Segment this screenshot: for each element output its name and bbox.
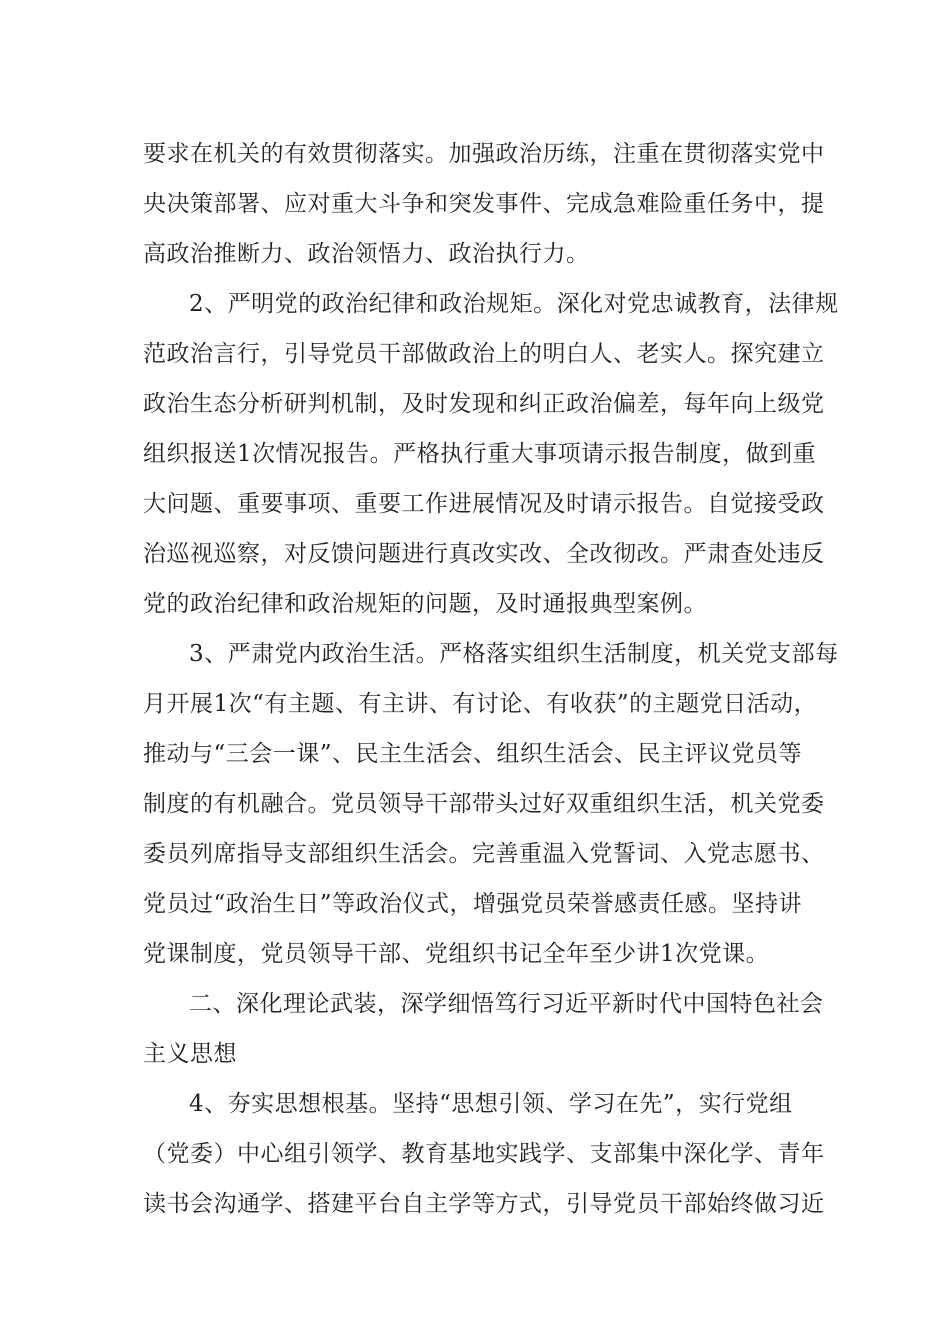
- text-line: 二、深化理论武装，深学细悟笃行习近平新时代中国特色社会: [189, 991, 824, 1017]
- text-line: 2、严明党的政治纪律和政治规矩。深化对党忠诚教育，法律规: [189, 291, 839, 317]
- section-heading-2: [143, 979, 823, 1079]
- text-line: 政治生态分析研判机制，及时发现和纠正政治偏差，每年向上级党: [143, 391, 825, 417]
- text-line: 月开展1次“有主题、有主讲、有讨论、有收获”的主题党日活动，: [143, 691, 818, 717]
- text-line: 央决策部署、应对重大斗争和突发事件、完成急难险重任务中，提: [143, 191, 825, 217]
- text-line: 大问题、重要事项、重要工作进展情况及时请示报告。自觉接受政: [143, 491, 825, 517]
- text-line: 治巡视巡察，对反馈问题进行真改实改、全改彻改。严肃查处违反: [143, 541, 825, 567]
- document-body: [143, 129, 839, 1229]
- text-line: 读书会沟通学、搭建平台自主学等方式，引导党员干部始终做习近: [143, 1191, 825, 1217]
- text-line: 党课制度，党员领导干部、党组织书记全年至少讲1次党课。: [143, 941, 770, 967]
- text-line: 要求在机关的有效贯彻落实。加强政治历练，注重在贯彻落实党中: [143, 141, 825, 167]
- paragraph-item-4: [143, 1079, 823, 1229]
- paragraph-continuation: [143, 129, 823, 279]
- text-line: 4、夯实思想根基。坚持“思想引领、学习在先”，实行党组: [189, 1091, 793, 1117]
- text-line: 主义思想: [143, 1041, 237, 1067]
- text-line: 推动与“三会一课”、民主生活会、组织生活会、民主评议党员等: [143, 741, 803, 767]
- text-line: 制度的有机融合。党员领导干部带头过好双重组织生活，机关党委: [143, 791, 825, 817]
- text-line: 范政治言行，引导党员干部做政治上的明白人、老实人。探究建立: [143, 341, 825, 367]
- text-line: （党委）中心组引领学、教育基地实践学、支部集中深化学、青年: [143, 1141, 825, 1167]
- paragraph-item-2: [143, 279, 839, 629]
- text-line: 党员过“政治生日”等政治仪式，增强党员荣誉感责任感。坚持讲: [143, 891, 803, 917]
- text-line: 高政治推断力、政治领悟力、政治执行力。: [143, 241, 590, 267]
- paragraph-item-3: [143, 629, 839, 979]
- text-line: 组织报送1次情况报告。严格执行重大事项请示报告制度，做到重: [143, 441, 817, 467]
- text-line: 委员列席指导支部组织生活会。完善重温入党誓词、入党志愿书、: [143, 841, 825, 867]
- text-line: 党的政治纪律和政治规矩的问题，及时通报典型案例。: [143, 591, 707, 617]
- text-line: 3、严肃党内政治生活。严格落实组织生活制度，机关党支部每: [189, 641, 839, 667]
